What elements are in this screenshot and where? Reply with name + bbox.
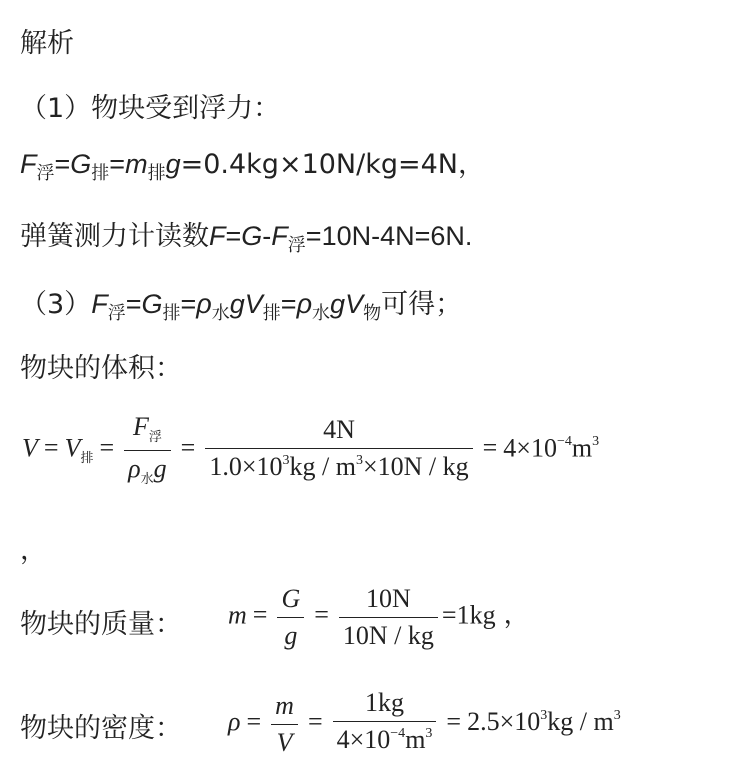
- numerator: 10N: [339, 584, 438, 618]
- equals: =: [252, 600, 268, 630]
- symbol-V: V: [244, 289, 263, 319]
- numerator: 1kg: [333, 688, 437, 722]
- denominator: 10N / kg: [342, 621, 434, 650]
- symbol-F: F: [20, 149, 37, 179]
- equals: =: [225, 221, 242, 251]
- symbol-rho: ρ: [228, 706, 241, 736]
- numerator: m: [271, 691, 298, 725]
- den-part: 1.0×10: [209, 451, 283, 481]
- symbol-g: g: [229, 289, 245, 319]
- subscript-pai: 排: [162, 303, 181, 324]
- result: 4×10: [503, 433, 557, 463]
- exponent: 3: [282, 452, 290, 468]
- den-part: m: [405, 725, 426, 754]
- equals: =: [109, 149, 126, 179]
- spring-scale-prefix: 弹簧测力计读数: [20, 221, 209, 252]
- fraction-m-over-v: [271, 691, 298, 758]
- comma: ，: [503, 600, 530, 631]
- subscript-fu: 浮: [287, 235, 306, 256]
- equals: =: [482, 433, 498, 463]
- symbol-m: m: [228, 600, 247, 630]
- heading: 解析: [20, 28, 74, 59]
- denominator: V: [276, 727, 293, 757]
- density-label: 物块的密度：: [20, 713, 182, 744]
- fraction-numeric-mass: [339, 584, 438, 651]
- symbol-g: g: [153, 454, 167, 483]
- mass-formula: [228, 584, 530, 651]
- exponent: −4: [556, 434, 572, 450]
- subscript-shui: 水: [211, 303, 230, 324]
- equals: =: [307, 706, 323, 736]
- symbol-V: V: [345, 289, 364, 319]
- equals: =: [180, 289, 197, 319]
- exponent: 3: [425, 726, 433, 741]
- part3-equation: [20, 286, 462, 326]
- symbol-g: g: [330, 289, 346, 319]
- symbol-G: G: [70, 149, 92, 179]
- equals: =: [446, 706, 462, 736]
- symbol-F: F: [209, 221, 226, 251]
- equals: =: [280, 289, 297, 319]
- comma: ，: [20, 535, 47, 566]
- equals: =: [99, 433, 115, 463]
- subscript-wu: 物: [363, 303, 382, 324]
- equals: =: [246, 706, 262, 736]
- equals: =: [314, 600, 329, 630]
- part1-label: （1）物块受到浮力：: [20, 93, 281, 124]
- symbol-g: g: [165, 149, 181, 179]
- den-part: ×10N / kg: [362, 451, 469, 481]
- subscript-fu: 浮: [36, 163, 55, 184]
- exponent: 3: [355, 452, 363, 468]
- fraction-numeric-density: [333, 688, 437, 760]
- den-part: 4×10: [336, 725, 391, 754]
- symbol-rho: ρ: [196, 289, 212, 319]
- symbol-F: F: [132, 412, 149, 441]
- exponent: 3: [613, 707, 621, 723]
- subscript-pai: 排: [262, 303, 281, 324]
- result-unit: m: [571, 433, 593, 463]
- symbol-V: V: [22, 433, 38, 463]
- den-part: kg / m: [289, 451, 356, 481]
- subscript-pai: 排: [91, 163, 110, 184]
- equals: =: [43, 433, 59, 463]
- symbol-G: G: [141, 289, 163, 319]
- numerator: 4N: [205, 415, 472, 449]
- equals: =: [180, 433, 196, 463]
- minus: -: [262, 221, 272, 251]
- equation-tail: =0.4kg×10N/kg=4N，: [180, 149, 485, 180]
- symbol-V: V: [64, 433, 81, 463]
- equals: =: [125, 289, 142, 319]
- subscript-fu: 浮: [148, 430, 162, 445]
- subscript-fu: 浮: [107, 303, 126, 324]
- fraction-numeric-volume: [205, 415, 472, 487]
- buoyancy-equation: [20, 146, 485, 186]
- symbol-rho: ρ: [296, 289, 313, 319]
- volume-formula: [22, 412, 599, 489]
- fraction-f-over-rho-g: [124, 412, 171, 489]
- result: =1kg: [441, 600, 496, 630]
- spring-scale-equation: [20, 218, 472, 258]
- equation-tail: 可得；: [381, 289, 463, 320]
- result-unit: kg / m: [547, 706, 614, 736]
- equals: =: [54, 149, 71, 179]
- equation-tail: =10N-4N=6N.: [305, 221, 473, 251]
- denominator: g: [284, 621, 298, 650]
- subscript-pai: 排: [147, 163, 166, 184]
- part3-label: （3）: [20, 289, 92, 320]
- symbol-rho: ρ: [128, 454, 141, 483]
- density-formula: [228, 688, 621, 760]
- result: 2.5×10: [467, 706, 541, 736]
- exponent: 3: [592, 434, 600, 450]
- symbol-G: G: [241, 221, 263, 251]
- subscript-pai: 排: [80, 451, 94, 467]
- subscript-shui: 水: [312, 303, 331, 324]
- mass-label: 物块的质量：: [20, 609, 182, 640]
- volume-label: 物块的体积：: [20, 353, 182, 384]
- symbol-F: F: [271, 221, 288, 251]
- exponent: −4: [390, 726, 406, 741]
- numerator: G: [277, 584, 304, 618]
- exponent: 3: [540, 707, 548, 723]
- symbol-m: m: [125, 149, 148, 179]
- fraction-g-over-g: [277, 584, 304, 651]
- symbol-F: F: [91, 289, 108, 319]
- subscript-shui: 水: [140, 472, 154, 487]
